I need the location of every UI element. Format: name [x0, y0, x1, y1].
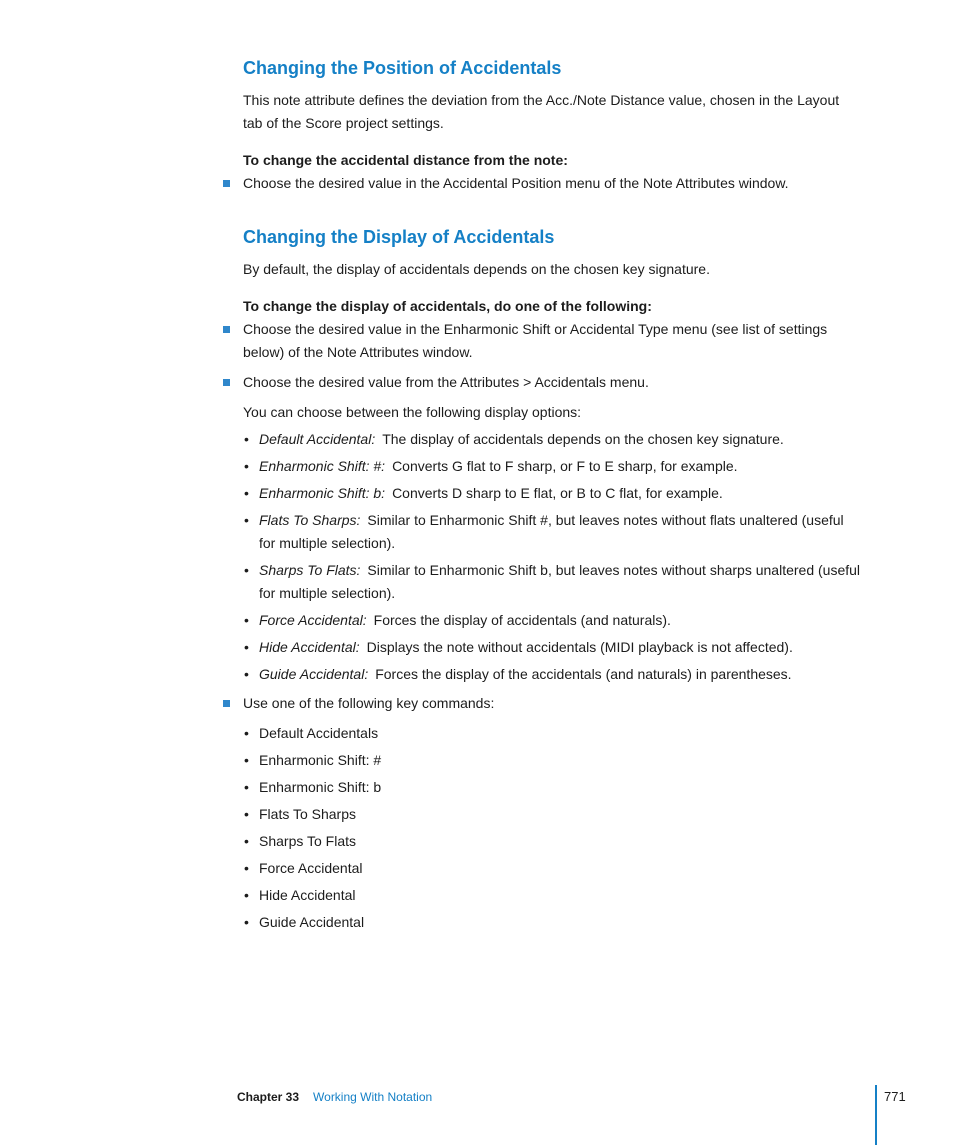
dot-bullet-icon: • [244, 612, 249, 628]
square-bullet-icon [223, 700, 230, 707]
step-list [243, 692, 861, 715]
key-command-text: Hide Accidental [259, 887, 356, 903]
step-item [243, 692, 861, 715]
list-item [243, 749, 861, 772]
option-desc: Similar to Enharmonic Shift #, but leaves notes without flats unaltered (useful for multiple selection). [259, 512, 844, 551]
square-bullet-icon [223, 379, 230, 386]
section-display-of-accidentals [243, 225, 861, 934]
option-term: Guide Accidental: [259, 666, 369, 682]
key-command-text: Enharmonic Shift: b [259, 779, 382, 795]
list-item [243, 803, 861, 826]
dot-bullet-icon: • [244, 431, 249, 447]
chapter-title-link[interactable]: Working With Notation [313, 1090, 433, 1104]
step-item [243, 371, 861, 394]
dot-bullet-icon: • [244, 485, 249, 501]
section-position-of-accidentals [243, 56, 861, 195]
list-item [243, 663, 861, 686]
task-heading: To change the accidental distance from the note: [243, 152, 568, 168]
key-commands-list [243, 722, 861, 934]
task-heading: To change the display of accidentals, do one of the following: [243, 298, 652, 314]
option-desc: Displays the note without accidentals (MIDI playback is not affected). [366, 639, 793, 655]
step-item [243, 318, 861, 364]
list-item [243, 830, 861, 853]
option-desc: Similar to Enharmonic Shift b, but leaves notes without sharps unaltered (useful for multiple selection). [259, 562, 861, 601]
dot-bullet-icon: • [244, 512, 249, 528]
dot-bullet-icon: • [244, 887, 249, 903]
list-item [243, 776, 861, 799]
option-term: Enharmonic Shift: #: [259, 458, 386, 474]
footer-chapter [237, 1089, 432, 1105]
list-item [243, 428, 861, 451]
section-intro: This note attribute defines the deviation from the Acc./Note Distance value, chosen in the Layout tab of the Score project settings. [243, 92, 840, 131]
option-term: Flats To Sharps: [259, 512, 361, 528]
list-item [243, 857, 861, 880]
dot-bullet-icon: • [244, 639, 249, 655]
option-term: Enharmonic Shift: b: [259, 485, 386, 501]
step-list [243, 172, 861, 195]
option-term: Force Accidental: [259, 612, 367, 628]
step-text: Use one of the following key commands: [243, 695, 495, 711]
option-desc: The display of accidentals depends on the chosen key signature. [382, 431, 784, 447]
dot-bullet-icon: • [244, 833, 249, 849]
option-term: Hide Accidental: [259, 639, 360, 655]
option-desc: Forces the display of accidentals (and naturals). [373, 612, 671, 628]
dot-bullet-icon: • [244, 860, 249, 876]
dot-bullet-icon: • [244, 779, 249, 795]
dot-bullet-icon: • [244, 562, 249, 578]
list-item [243, 911, 861, 934]
step-list [243, 318, 861, 394]
list-item [243, 482, 861, 505]
step-text: Choose the desired value in the Accidental Position menu of the Note Attributes window. [243, 175, 789, 191]
section-heading: Changing the Display of Accidentals [243, 227, 555, 247]
dot-bullet-icon: • [244, 666, 249, 682]
key-command-text: Flats To Sharps [259, 806, 357, 822]
option-term: Default Accidental: [259, 431, 376, 447]
page-number: 771 [884, 1089, 906, 1104]
step-text: Choose the desired value from the Attributes > Accidentals menu. [243, 374, 649, 390]
square-bullet-icon [223, 326, 230, 333]
key-command-text: Sharps To Flats [259, 833, 357, 849]
page-content [243, 56, 861, 934]
list-item [243, 609, 861, 632]
section-intro: By default, the display of accidentals depends on the chosen key signature. [243, 261, 710, 277]
list-item [243, 455, 861, 478]
dot-bullet-icon: • [244, 914, 249, 930]
dot-bullet-icon: • [244, 806, 249, 822]
step-text: Choose the desired value in the Enharmonic Shift or Accidental Type menu (see list of settings below) of the Note Attributes window. [243, 321, 828, 360]
dot-bullet-icon: • [244, 458, 249, 474]
key-command-text: Guide Accidental [259, 914, 365, 930]
page-number-divider [875, 1085, 877, 1145]
options-intro: You can choose between the following display options: [243, 404, 582, 420]
key-command-text: Force Accidental [259, 860, 363, 876]
option-term: Sharps To Flats: [259, 562, 361, 578]
option-desc: Converts G flat to F sharp, or F to E sharp, for example. [392, 458, 738, 474]
square-bullet-icon [223, 180, 230, 187]
list-item [243, 884, 861, 907]
key-command-text: Default Accidentals [259, 725, 379, 741]
chapter-label: Chapter 33 [237, 1090, 300, 1104]
step-item [243, 172, 861, 195]
dot-bullet-icon: • [244, 725, 249, 741]
list-item [243, 722, 861, 745]
option-desc: Forces the display of the accidentals (and naturals) in parentheses. [375, 666, 792, 682]
section-heading: Changing the Position of Accidentals [243, 58, 562, 78]
list-item [243, 509, 861, 555]
option-desc: Converts D sharp to E flat, or B to C flat, for example. [392, 485, 723, 501]
list-item [243, 559, 861, 605]
dot-bullet-icon: • [244, 752, 249, 768]
key-command-text: Enharmonic Shift: # [259, 752, 382, 768]
display-options-list [243, 428, 861, 686]
list-item [243, 636, 861, 659]
